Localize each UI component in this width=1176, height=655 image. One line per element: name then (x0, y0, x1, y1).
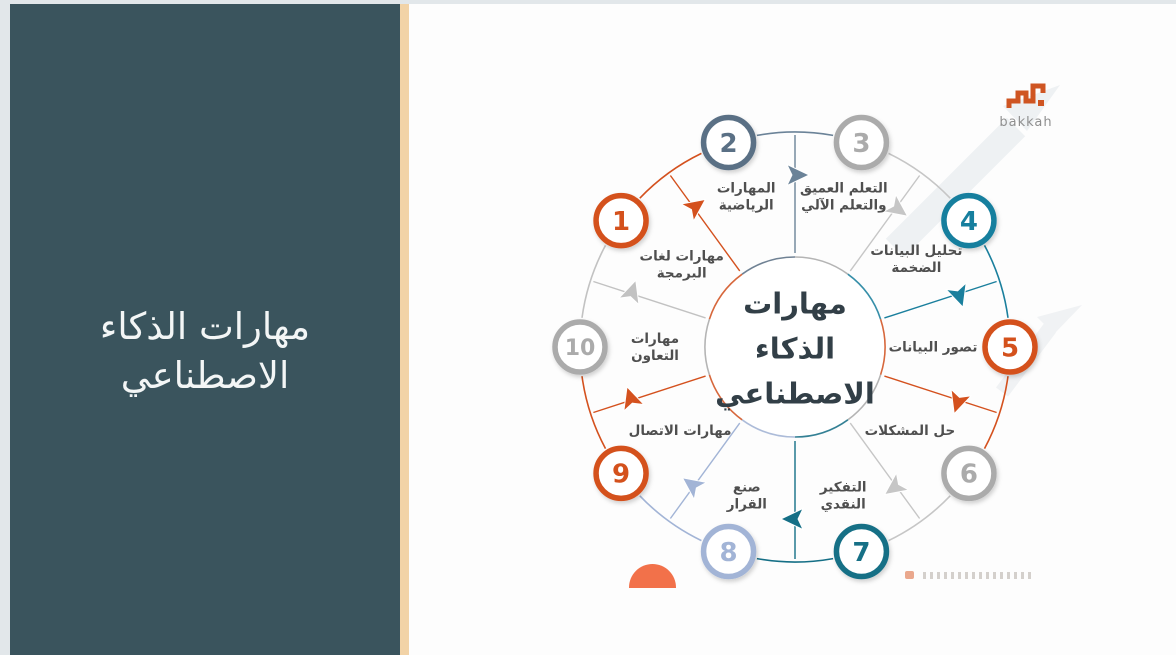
badge-number-2: 2 (719, 128, 738, 159)
wedge-label-10-line-1: مهارات (630, 331, 680, 347)
bakkah-kufic-mark-icon (1004, 80, 1048, 110)
badge-5 (985, 322, 1035, 372)
flow-arrow-8-9 (678, 471, 705, 498)
wedge-label-3-line-1: التعلم العميق (799, 180, 888, 197)
slide-title (10, 302, 400, 400)
wedge-label-5-line-1: تصور البيانات (888, 339, 978, 356)
wedge-label-4-line-1: تحليل البيانات (870, 242, 963, 259)
badge-10 (555, 322, 605, 372)
wedge-label-6 (865, 423, 956, 439)
badge-3 (836, 118, 886, 168)
badge-6 (944, 448, 994, 498)
badge-4 (944, 196, 994, 246)
wedge-label-8 (726, 479, 767, 512)
wedge-label-4 (870, 243, 962, 276)
badge-number-9: 9 (612, 459, 631, 490)
wedge-label-7-line-2: النقدي (820, 496, 866, 513)
footer-blurred-text (923, 572, 1035, 579)
wedge-label-1 (640, 249, 724, 282)
badge-2 (704, 118, 754, 168)
outer-arc-7-8 (757, 559, 833, 562)
wedge-label-3 (800, 181, 888, 214)
slide-title-line-1: مهارات الذكاء (99, 305, 311, 348)
wheel-center-line-2: الذكاء (754, 331, 836, 366)
slide-title-line-2: الاصطناعي (120, 354, 290, 397)
wedge-label-9-line-1: مهارات الاتصال (628, 423, 732, 439)
flow-arrow-7-8 (782, 510, 802, 529)
title-side-panel (10, 4, 400, 655)
wedge-label-2-line-2: الرياضية (718, 197, 774, 214)
bakkah-wordmark: bakkah (999, 115, 1053, 130)
wedge-label-3-line-2: والتعلم الآلي (801, 197, 887, 214)
wedge-label-10-line-2: التعاون (631, 348, 679, 364)
flow-arrow-6-7 (880, 474, 907, 501)
bakkah-logo (998, 80, 1054, 130)
wedge-label-6-line-1: حل المشكلات (864, 423, 956, 439)
badge-7 (836, 526, 886, 576)
wedge-label-2 (717, 181, 776, 214)
badge-number-10: 10 (564, 335, 596, 361)
footer-contact-blurred (905, 571, 1035, 579)
wedge-label-1-line-1: مهارات لغات (639, 248, 724, 265)
wedge-label-7-line-1: التفكير (819, 479, 867, 496)
outer-arc-2-3 (757, 132, 833, 135)
wedge-label-8-line-1: صنع (732, 479, 761, 496)
badge-number-5: 5 (1000, 333, 1020, 364)
wheel-center-line-3: الاصطناعي (715, 376, 875, 411)
footer-orange-mark (905, 571, 914, 579)
badge-9 (596, 448, 646, 498)
wedge-label-10 (631, 331, 679, 364)
badge-1 (596, 196, 646, 246)
wedge-label-7 (819, 479, 867, 512)
badge-number-6: 6 (959, 459, 978, 490)
wedge-label-1-line-2: البرمجة (656, 265, 707, 282)
wheel-center-line-1: مهارات (743, 286, 847, 321)
wedge-label-2-line-1: المهارات (716, 180, 776, 197)
flow-arrow-1-2 (683, 192, 710, 219)
badge-number-7: 7 (852, 537, 871, 568)
tan-divider-strip (400, 4, 409, 655)
badge-number-3: 3 (852, 128, 871, 159)
badge-number-1: 1 (612, 206, 631, 237)
wedge-label-8-line-2: القرار (726, 496, 767, 513)
badge-8 (704, 526, 754, 576)
wheel-center-title (685, 282, 905, 417)
badge-number-4: 4 (959, 206, 978, 237)
badge-number-8: 8 (719, 537, 738, 568)
wedge-label-4-line-2: الضخمة (891, 259, 942, 276)
wedge-label-9 (629, 423, 732, 439)
